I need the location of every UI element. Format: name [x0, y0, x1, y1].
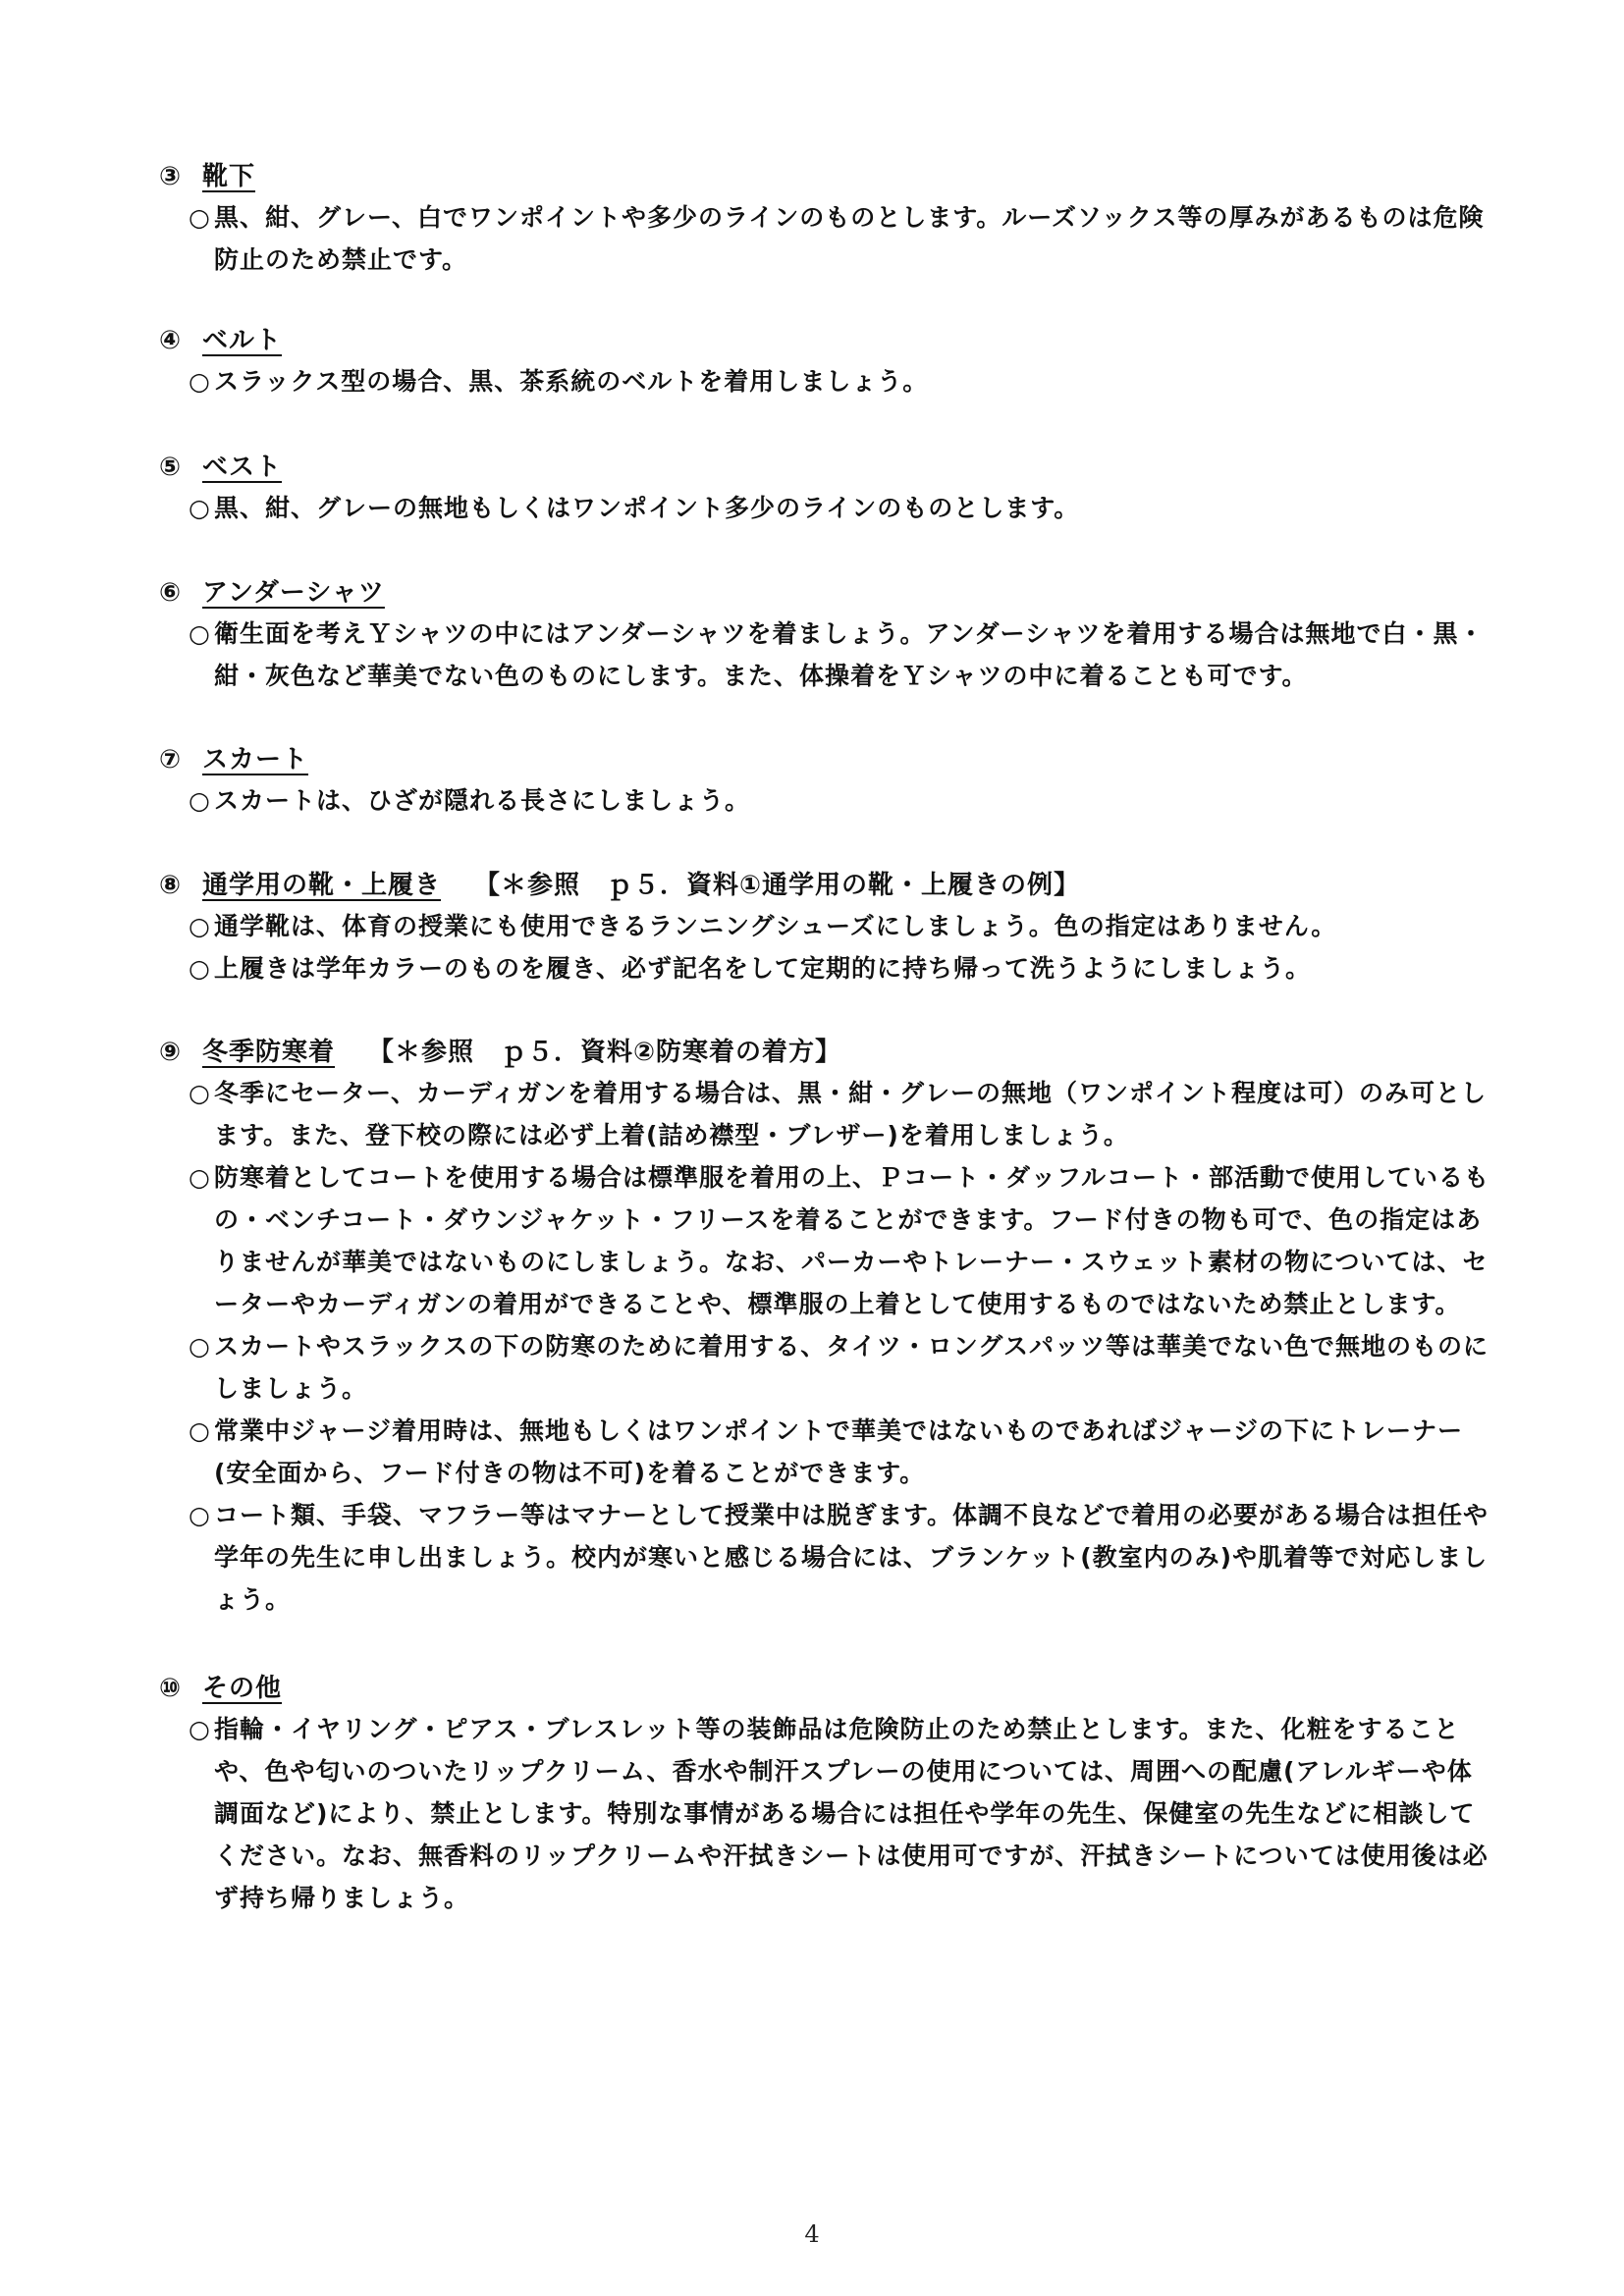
section-title: アンダーシャツ — [202, 578, 385, 608]
section-title: その他 — [202, 1674, 283, 1703]
section-heading — [159, 1669, 1494, 1708]
bullet-circle: ○ — [189, 203, 211, 232]
list-item — [159, 1494, 1494, 1621]
item-text: 常業中ジャージ着用時は、無地もしくはワンポイントで華美ではないものであればジャージの下にトレーナー(安全面から、フード付きの物は不可)を着ることができます。 — [214, 1416, 1464, 1487]
section-number: ⑩ — [159, 1674, 183, 1703]
item-text: スカートは、ひざが隠れる長さにしましょう。 — [214, 786, 751, 815]
bullet-circle: ○ — [189, 1416, 211, 1445]
section-shoes — [159, 866, 1494, 989]
section-number: ④ — [159, 326, 183, 355]
list-item — [159, 1325, 1494, 1410]
list-item — [159, 947, 1494, 989]
bullet-circle: ○ — [189, 367, 211, 396]
section-heading — [159, 573, 1494, 613]
section-title: スカート — [202, 745, 309, 774]
section-number: ⑤ — [159, 453, 183, 482]
list-item — [159, 487, 1494, 529]
section-number: ⑨ — [159, 1038, 183, 1067]
section-winter-wear — [159, 1033, 1494, 1621]
section-number: ⑧ — [159, 871, 183, 900]
list-item — [159, 905, 1494, 947]
item-text: スラックス型の場合、黒、茶系統のベルトを着用しましょう。 — [214, 367, 929, 396]
section-skirt — [159, 740, 1494, 822]
section-others — [159, 1669, 1494, 1919]
bullet-circle: ○ — [189, 1163, 211, 1192]
list-item — [159, 779, 1494, 822]
list-item — [159, 360, 1494, 402]
section-heading — [159, 448, 1494, 487]
section-number: ③ — [159, 162, 183, 191]
section-title: 冬季防寒着 — [202, 1038, 336, 1067]
item-text: 黒、紺、グレーの無地もしくはワンポイント多少のラインのものとします。 — [214, 494, 1080, 522]
section-heading — [159, 157, 1494, 196]
item-text: 黒、紺、グレー、白でワンポイントや多少のラインのものとします。ルーズソックス等の厚みがあるものは危険防止のため禁止です。 — [214, 203, 1485, 274]
section-title: 靴下 — [202, 162, 256, 191]
section-title: ベルト — [202, 326, 283, 355]
item-text: コート類、手袋、マフラー等はマナーとして授業中は脱ぎます。体調不良などで着用の必要がある場合は担任や学年の先生に申し出ましょう。校内が寒いと感じる場合には、ブランケット(教室内のみ)や肌着等で対応しましょう。 — [214, 1501, 1489, 1614]
item-text: 通学靴は、体育の授業にも使用できるランニングシューズにしましょう。色の指定はありません。 — [214, 912, 1337, 940]
section-number: ⑦ — [159, 745, 183, 774]
section-title: ベスト — [202, 453, 283, 482]
section-number: ⑥ — [159, 578, 183, 608]
reference-note: 【＊参照 ｐ５．資料②防寒着の着方】 — [368, 1038, 842, 1067]
list-item — [159, 1072, 1494, 1156]
bullet-circle: ○ — [189, 1079, 211, 1107]
item-text: 防寒着としてコートを使用する場合は標準服を着用の上、Ｐコート・ダッフルコート・部活動で使用しているもの・ベンチコート・ダウンジャケット・フリースを着ることができます。フード付きの物も可で、色の指定はありませんが華美ではないものにしましょう。なお、パーカーやトレーナー・スウェット素材の物については、セーターやカーディガンの着用ができることや、標準服の上着として使用するものではないため禁止とします。 — [214, 1163, 1490, 1318]
list-item — [159, 613, 1494, 697]
item-text: 冬季にセーター、カーディガンを着用する場合は、黒・紺・グレーの無地（ワンポイント程度は可）のみ可とします。また、登下校の際には必ず上着(詰め襟型・ブレザー)を着用しましょう。 — [214, 1079, 1488, 1149]
list-item — [159, 1410, 1494, 1494]
bullet-circle: ○ — [189, 619, 211, 648]
item-text: 衛生面を考えＹシャツの中にはアンダーシャツを着ましょう。アンダーシャツを着用する場合は無地で白・黒・紺・灰色など華美でない色のものにします。また、体操着をＹシャツの中に着ることも可です。 — [214, 619, 1485, 690]
section-heading — [159, 321, 1494, 360]
list-item — [159, 1156, 1494, 1325]
item-text: 指輪・イヤリング・ピアス・ブレスレット等の装飾品は危険防止のため禁止とします。また、化粧をすることや、色や匂いのついたリップクリーム、香水や制汗スプレーの使用については、周囲への配慮(アレルギーや体調面など)により、禁止とします。特別な事情がある場合には担任や学年の先生、保健室の先生などに相談してください。なお、無香料のリップクリームや汗拭きシートは使用可ですが、汗拭きシートについては使用後は必ず持ち帰りましょう。 — [214, 1715, 1489, 1912]
section-heading — [159, 866, 1494, 905]
reference-note: 【＊参照 ｐ５．資料①通学用の靴・上履きの例】 — [474, 871, 1081, 900]
bullet-circle: ○ — [189, 1715, 211, 1743]
item-text: スカートやスラックスの下の防寒のために着用する、タイツ・ロングスパッツ等は華美でない色で無地のものにしましょう。 — [214, 1332, 1489, 1403]
section-title: 通学用の靴・上履き — [202, 871, 442, 900]
section-undershirt — [159, 573, 1494, 697]
bullet-circle: ○ — [189, 494, 211, 522]
section-heading — [159, 740, 1494, 779]
bullet-circle: ○ — [189, 786, 211, 815]
bullet-circle: ○ — [189, 954, 211, 983]
page-number: 4 — [804, 2220, 820, 2248]
bullet-circle: ○ — [189, 1501, 211, 1529]
bullet-circle: ○ — [189, 1332, 211, 1361]
section-belt — [159, 321, 1494, 402]
bullet-circle: ○ — [189, 912, 211, 940]
section-socks — [159, 157, 1494, 281]
section-heading — [159, 1033, 1494, 1072]
list-item — [159, 1708, 1494, 1919]
item-text: 上履きは学年カラーのものを履き、必ず記名をして定期的に持ち帰って洗うようにしましょう。 — [214, 954, 1312, 983]
section-vest — [159, 448, 1494, 529]
list-item — [159, 196, 1494, 281]
